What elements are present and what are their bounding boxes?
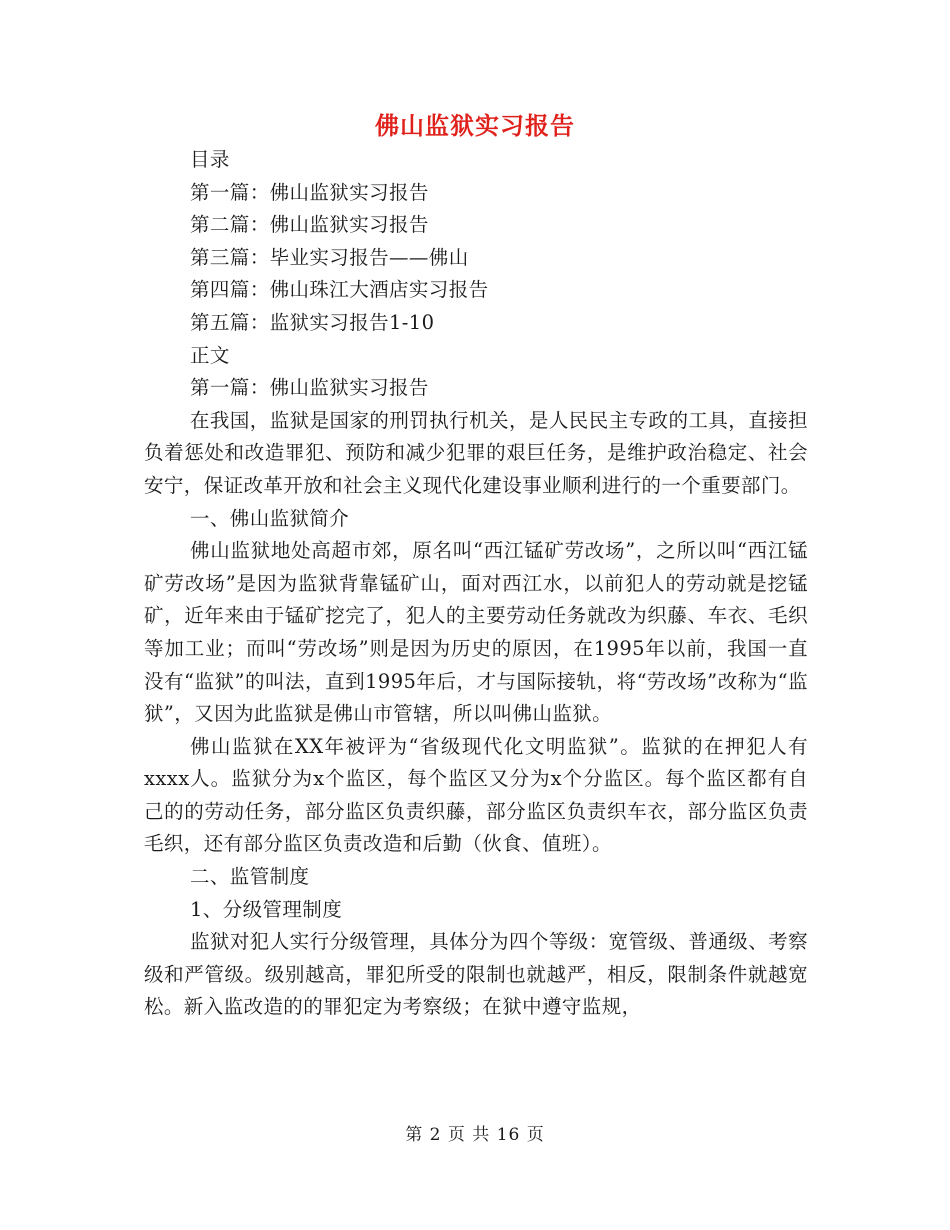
toc-item: 第四篇：佛山珠江大酒店实习报告: [190, 278, 489, 302]
toc-item: 第一篇：佛山监狱实习报告: [190, 180, 429, 204]
paragraph: 佛山监狱在XX年被评为“省级现代化文明监狱”。监狱的在押犯人有xxxx人。监狱分为x个监区，每个监区又分为x个分监区。每个监区都有自己的的劳动任务，部分监区负责织藤，部分监区负责织车衣，部分监区负责毛织，还有部分监区负责改造和后勤（伙食、值班）。: [144, 734, 808, 856]
toc-item: 第五篇：监狱实习报告1-10: [190, 310, 435, 334]
document-body: [144, 144, 808, 1024]
paragraph: 佛山监狱地处高超市郊，原名叫“西江锰矿劳改场”，之所以叫“西江锰矿劳改场”是因为监狱背靠锰矿山，面对西江水，以前犯人的劳动就是挖锰矿，近年来由于锰矿挖完了，犯人的主要劳动任务就改为织藤、车衣、毛织等加工业；而叫“劳改场”则是因为历史的原因，在1995年以前，我国一直没有“监狱”的叫法，直到1995年后，才与国际接轨，将“劳改场”改称为“监狱”，又因为此监狱是佛山市管辖，所以叫佛山监狱。: [144, 539, 808, 726]
chapter-title: 第一篇：佛山监狱实习报告: [190, 376, 429, 400]
paragraph: 监狱对犯人实行分级管理，具体分为四个等级：宽管级、普通级、考察级和严管级。级别越高，罪犯所受的限制也就越严，相反，限制条件就越宽松。新入监改造的的罪犯定为考察级；在狱中遵守监规，: [144, 930, 808, 1019]
paragraph-intro: 在我国，监狱是国家的刑罚执行机关，是人民民主专政的工具，直接担负着惩处和改造罪犯、预防和减少犯罪的艰巨任务，是维护政治稳定、社会安宁，保证改革开放和社会主义现代化建设事业顺利进行的一个重要部门。: [144, 408, 808, 497]
body-heading: 正文: [190, 343, 230, 367]
toc-item: 第二篇：佛山监狱实习报告: [190, 213, 429, 237]
document-title: 佛山监狱实习报告: [375, 111, 575, 140]
section-heading: 二、监管制度: [190, 865, 310, 889]
page-number-footer: 第 2 页 共 16 页: [405, 1125, 545, 1145]
subsection-heading: 1、分级管理制度: [190, 897, 343, 921]
toc-heading: 目录: [190, 148, 230, 171]
section-heading: 一、佛山监狱简介: [190, 506, 350, 530]
toc-item: 第三篇：毕业实习报告——佛山: [190, 245, 469, 269]
